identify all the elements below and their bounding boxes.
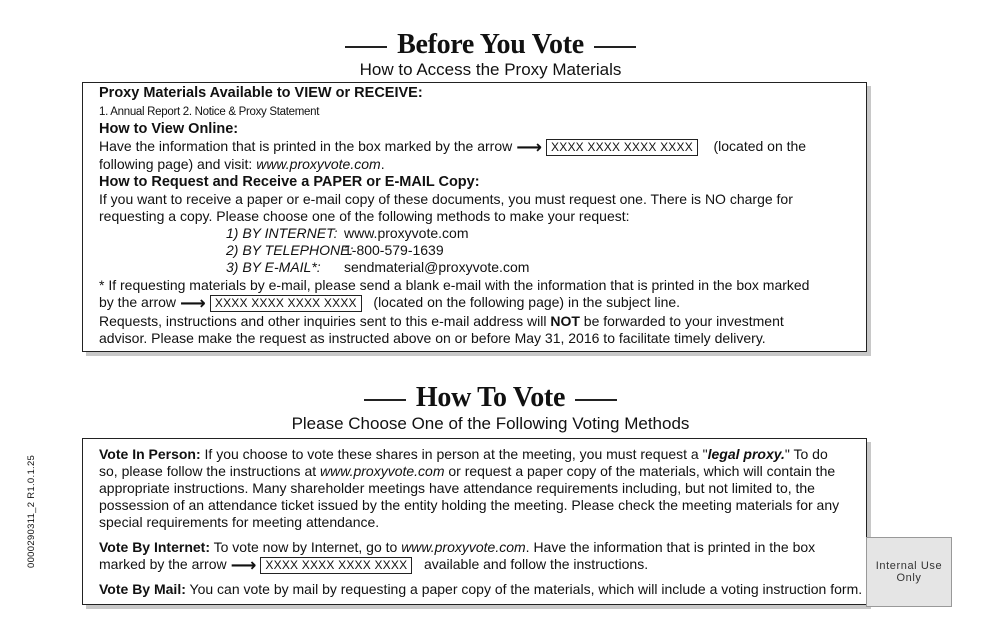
internet-l1-post: . Have the information that is printed in the box: [525, 539, 816, 555]
email-note-line2: [99, 294, 680, 312]
arrow-icon: ⟶: [230, 554, 257, 575]
view-online-heading: How to View Online:: [99, 121, 239, 137]
proxy-materials-box: [82, 82, 867, 352]
view-line2-text: following page) and visit:: [99, 156, 257, 172]
request-line1: If you want to receive a paper or e-mail copy of these documents, you must request one. There is NO charge for: [99, 191, 793, 207]
vote-in-person-line3: appropriate instructions. Many shareholder meetings have attendance requirements including, but not limited to, the: [99, 480, 815, 496]
internet-l2-post: available and follow the instructions.: [423, 556, 649, 572]
control-number-box: XXXX XXXX XXXX XXXX: [546, 139, 698, 156]
method-telephone: [226, 242, 444, 259]
vote-internet-line2: [99, 556, 648, 574]
view-line2-end: .: [380, 156, 385, 172]
side-code: [26, 440, 46, 570]
requests-line1-post: be forwarded to your investment: [579, 313, 784, 329]
vote-internet-heading: Vote By Internet:: [99, 539, 210, 555]
method-telephone-value[interactable]: 1-800-579-1639: [344, 242, 444, 258]
vote-in-person-heading: Vote In Person:: [99, 446, 201, 462]
in-person-l2-pre: so, please follow the instructions at: [99, 463, 321, 479]
voting-methods-box: [82, 438, 867, 605]
vote-in-person-line2: [99, 463, 835, 480]
before-you-vote-heading: [0, 30, 981, 60]
method-internet: [226, 225, 468, 242]
control-number-box: XXXX XXXX XXXX XXXX: [210, 295, 362, 312]
request-heading: How to Request and Receive a PAPER or E-MAIL Copy:: [99, 174, 480, 190]
arrow-icon: ⟶: [516, 136, 543, 157]
request-line2: requesting a copy. Please choose one of the following methods to make your request:: [99, 208, 630, 224]
heading-rule-right: [575, 399, 617, 401]
email-note-pre: by the arrow: [99, 294, 177, 310]
in-person-l1: If you choose to vote these shares in person at the meeting, you must request a ": [200, 446, 708, 462]
heading-rule-left: [345, 46, 387, 48]
materials-heading: Proxy Materials Available to VIEW or RECEIVE:: [99, 85, 423, 101]
requests-not: NOT: [550, 313, 580, 329]
internal-use-box: [866, 537, 952, 607]
in-person-l1-end: " To do: [784, 446, 828, 462]
vote-mail-text: You can vote by mail by requesting a paper copy of the materials, which will include a voting instruction form.: [185, 581, 863, 597]
method-internet-value[interactable]: www.proxyvote.com: [344, 225, 469, 241]
vote-mail-heading: Vote By Mail:: [99, 581, 186, 597]
view-line1-text: Have the information that is printed in the box marked by the arrow: [99, 138, 513, 154]
vote-mail-line: [99, 581, 862, 598]
proxyvote-link[interactable]: www.proxyvote.com: [256, 156, 381, 172]
request-deadline-date: May 31, 2016: [514, 330, 600, 346]
internet-l1-pre: To vote now by Internet, go to: [209, 539, 402, 555]
before-subtitle: How to Access the Proxy Materials: [359, 60, 622, 79]
control-number-box: XXXX XXXX XXXX XXXX: [260, 557, 412, 574]
arrow-icon: ⟶: [180, 292, 206, 313]
method-email-label: 3) BY E-MAIL*:: [226, 259, 321, 275]
method-email-value[interactable]: sendmaterial@proxyvote.com: [344, 259, 530, 275]
method-telephone-label: 2) BY TELEPHONE:: [226, 242, 354, 258]
method-email: [226, 259, 529, 276]
method-internet-label: 1) BY INTERNET:: [226, 225, 338, 241]
vote-in-person-line4: possession of an attendance ticket issued by the entity holding the meeting. Please check the meeting materials for any: [99, 497, 840, 513]
side-code-text: 0000290311_2 R1.0.1.25: [26, 454, 37, 568]
email-note-post: (located on the following page) in the subject line.: [373, 294, 681, 310]
howto-subtitle: Please Choose One of the Following Voting Methods: [291, 414, 690, 433]
heading-rule-right: [594, 46, 636, 48]
before-title: Before You Vote: [397, 29, 584, 60]
email-note-line1: * If requesting materials by e-mail, please send a blank e-mail with the information that is printed in the box marked: [99, 277, 810, 293]
vote-in-person-line5: special requirements for meeting attendance.: [99, 514, 380, 530]
legal-proxy: legal proxy.: [707, 446, 785, 462]
proxyvote-link[interactable]: www.proxyvote.com: [320, 463, 445, 479]
internal-use-label: Internal Use Only: [875, 560, 943, 584]
in-person-l2-post: or request a paper copy of the materials, which will contain the: [444, 463, 836, 479]
proxyvote-link[interactable]: www.proxyvote.com: [401, 539, 526, 555]
requests-line2: [99, 330, 766, 347]
requests-line1: [99, 313, 784, 330]
view-online-line2: [99, 156, 385, 173]
requests-line1-pre: Requests, instructions and other inquiries sent to this e-mail address will: [99, 313, 551, 329]
requests-line2-pre: advisor. Please make the request as instructed above on or before: [99, 330, 515, 346]
requests-line2-post: to facilitate timely delivery.: [599, 330, 766, 346]
vote-in-person-line1: [99, 446, 828, 463]
materials-list: 1. Annual Report 2. Notice & Proxy Statement: [99, 106, 320, 118]
view-line1-post: (located on the: [713, 138, 807, 154]
how-to-vote-heading: [0, 383, 981, 413]
view-online-line1: [99, 138, 806, 156]
vote-internet-line1: [99, 539, 815, 556]
internet-l2-pre: marked by the arrow: [99, 556, 227, 572]
heading-rule-left: [364, 399, 406, 401]
howto-title: How To Vote: [415, 382, 566, 413]
